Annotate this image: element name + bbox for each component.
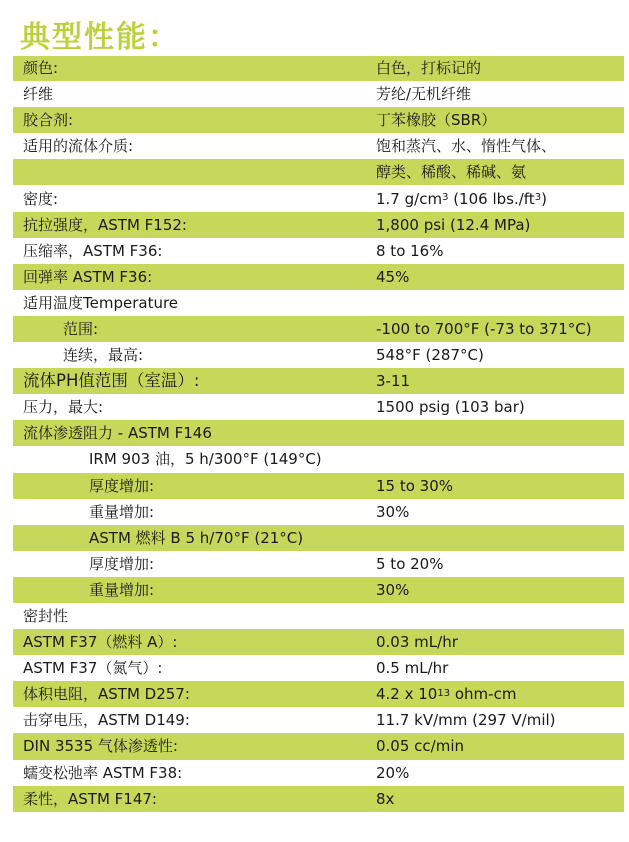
table-row bbox=[13, 474, 624, 500]
property-label: 厚度增加: bbox=[89, 476, 155, 495]
property-value: 芳纶/无机纤维 bbox=[376, 85, 472, 104]
table-row bbox=[13, 291, 624, 317]
page-title: 典型性能： bbox=[20, 20, 180, 55]
property-label: 密度: bbox=[23, 189, 59, 208]
table-row bbox=[13, 343, 624, 369]
property-value: 20% bbox=[376, 763, 410, 782]
table-row bbox=[13, 604, 624, 630]
property-label: 抗拉强度，ASTM F152: bbox=[23, 215, 187, 234]
table-row bbox=[13, 708, 624, 734]
property-label: DIN 3535 气体渗透性: bbox=[23, 737, 178, 756]
property-label: 击穿电压，ASTM D149: bbox=[23, 711, 190, 730]
property-label: 厚度增加: bbox=[89, 554, 155, 573]
table-row bbox=[13, 395, 624, 421]
table-row bbox=[13, 134, 624, 160]
table-row bbox=[13, 526, 624, 552]
property-label: IRM 903 油，5 h/300°F (149°C) bbox=[89, 450, 322, 469]
property-label: 范围: bbox=[63, 319, 99, 338]
value-part: ) bbox=[541, 189, 547, 208]
property-value: 醇类、稀酸、稀碱、氨 bbox=[376, 163, 527, 182]
property-value: 1,800 psi (12.4 MPa) bbox=[376, 215, 531, 234]
property-label: 柔性，ASTM F147: bbox=[23, 789, 157, 808]
table-row bbox=[13, 734, 624, 760]
property-value: 548°F (287°C) bbox=[376, 346, 484, 365]
property-value: 8 to 16% bbox=[376, 241, 444, 260]
property-label: 适用温度Temperature bbox=[23, 293, 179, 312]
property-value: 3-11 bbox=[376, 372, 411, 391]
value-part: 4.2 x 10 bbox=[376, 685, 438, 704]
table-row bbox=[13, 82, 624, 108]
property-label: 密封性 bbox=[23, 607, 69, 626]
property-label: 重量增加: bbox=[89, 580, 155, 599]
property-label: 回弹率 ASTM F36: bbox=[23, 267, 153, 286]
table-row bbox=[13, 656, 624, 682]
property-value: 15 to 30% bbox=[376, 476, 454, 495]
table-row bbox=[13, 317, 624, 343]
property-value: 45% bbox=[376, 267, 410, 286]
property-label: 胶合剂: bbox=[23, 111, 74, 130]
table-row bbox=[13, 500, 624, 526]
property-value: 4.2 x 10 $^{13}$ ohm-cm bbox=[376, 685, 517, 704]
property-value: -100 to 700°F (-73 to 371°C) bbox=[376, 319, 592, 338]
property-label: ASTM F37（氮气）: bbox=[23, 659, 163, 678]
property-value: 0.05 cc/min bbox=[376, 737, 465, 756]
table-row bbox=[13, 239, 624, 265]
properties-table bbox=[13, 56, 624, 813]
value-part: (106 lbs./ft bbox=[448, 189, 535, 208]
table-row bbox=[13, 56, 624, 82]
table-row bbox=[13, 630, 624, 656]
table-row bbox=[13, 578, 624, 604]
property-label: ASTM F37（燃料 A）: bbox=[23, 633, 178, 652]
property-value: 5 to 20% bbox=[376, 554, 444, 573]
property-label: 连续，最高: bbox=[63, 346, 144, 365]
table-row bbox=[13, 213, 624, 239]
property-label: 压力，最大: bbox=[23, 398, 104, 417]
property-label: ASTM 燃料 B 5 h/70°F (21°C) bbox=[89, 528, 304, 547]
property-label: 流体PH值范围（室温）: bbox=[23, 371, 200, 391]
table-row bbox=[13, 160, 624, 186]
table-row bbox=[13, 265, 624, 291]
property-label: 蠕变松弛率 ASTM F38: bbox=[23, 763, 183, 782]
property-value: 30% bbox=[376, 580, 410, 599]
property-value: 8x bbox=[376, 789, 395, 808]
property-label: 压缩率，ASTM F36: bbox=[23, 241, 163, 260]
property-value: 30% bbox=[376, 502, 410, 521]
property-label: 流体渗透阻力 - ASTM F146 bbox=[23, 424, 212, 443]
table-row bbox=[13, 552, 624, 578]
table-row bbox=[13, 447, 624, 473]
table-row bbox=[13, 186, 624, 212]
property-label: 适用的流体介质: bbox=[23, 137, 134, 156]
property-label: 体积电阻，ASTM D257: bbox=[23, 685, 190, 704]
table-row bbox=[13, 369, 624, 395]
property-label: 颜色: bbox=[23, 59, 59, 78]
property-label: 重量增加: bbox=[89, 502, 155, 521]
property-value: 白色，打标记的 bbox=[376, 59, 482, 78]
value-part: 1.7 g/cm bbox=[376, 189, 443, 208]
property-value: 丁苯橡胶（SBR） bbox=[376, 111, 497, 130]
property-value: 1.7 g/cm $^3$ (106 lbs./ft $^3$ ) bbox=[376, 189, 547, 208]
property-value: 0.5 mL/hr bbox=[376, 659, 449, 678]
property-value: 0.03 mL/hr bbox=[376, 633, 458, 652]
table-row bbox=[13, 682, 624, 708]
table-row bbox=[13, 421, 624, 447]
property-label: 纤维 bbox=[23, 85, 54, 104]
value-part: ohm-cm bbox=[450, 685, 517, 704]
property-value: 饱和蒸汽、水、惰性气体、 bbox=[376, 137, 557, 156]
property-value: 11.7 kV/mm (297 V/mil) bbox=[376, 711, 556, 730]
table-row bbox=[13, 787, 624, 813]
table-row bbox=[13, 761, 624, 787]
property-value: 1500 psig (103 bar) bbox=[376, 398, 525, 417]
table-row bbox=[13, 108, 624, 134]
